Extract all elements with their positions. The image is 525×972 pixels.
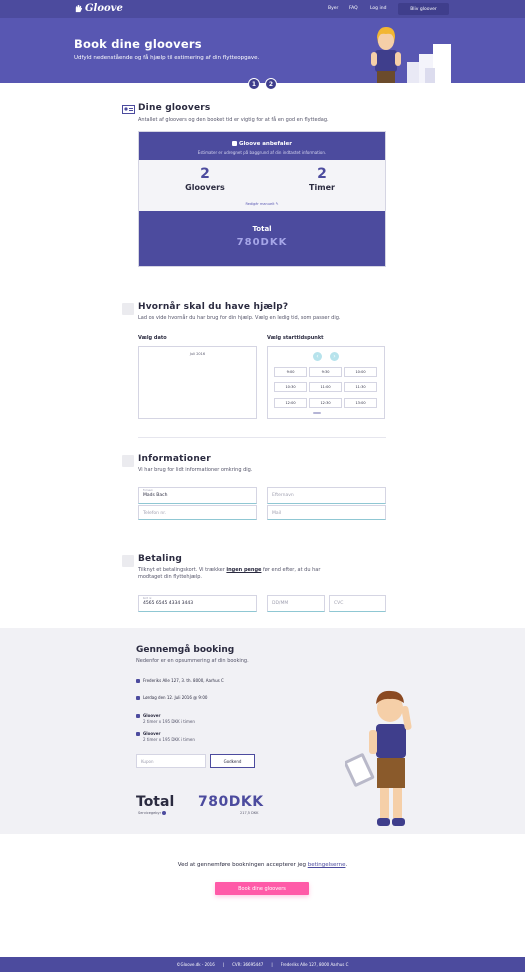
recommendation-title: Gloove anbefaler bbox=[139, 141, 385, 147]
mover-character-illustration bbox=[368, 23, 404, 83]
card-number-field[interactable]: Kort nr. 4565 6545 4334 3443 bbox=[138, 595, 257, 612]
glove-icon bbox=[232, 141, 237, 146]
mail-field[interactable]: Mail bbox=[267, 505, 386, 520]
expiry-field[interactable]: DD/MM bbox=[267, 595, 325, 612]
last-name-field[interactable]: Efternavn bbox=[267, 487, 386, 504]
gloovers-count: 2 bbox=[200, 166, 210, 182]
time-slot[interactable]: 9:00 bbox=[274, 367, 307, 377]
person-icon bbox=[122, 455, 134, 467]
footer-separator: | bbox=[271, 962, 273, 967]
payment-section-title: Betaling bbox=[138, 554, 182, 564]
book-gloovers-button[interactable]: Book dine gloovers bbox=[215, 882, 309, 895]
recommendation-subtitle: Estimater er udregnet på baggrund af din indtastet information. bbox=[197, 150, 327, 155]
footer-separator: | bbox=[222, 962, 225, 967]
gloovers-section-title: Dine gloovers bbox=[138, 103, 211, 113]
gloovers-section-subtitle: Antallet af gloovers og den booket tid er vigtig for at få en god en flyttedag. bbox=[138, 117, 329, 123]
gloovers-icon bbox=[122, 103, 135, 114]
page-title: Book dine gloovers bbox=[74, 37, 202, 51]
summary-total-label: Total bbox=[136, 794, 175, 810]
summary-vat: 217,5 DKK bbox=[240, 811, 259, 815]
terms-link[interactable]: betingelserne bbox=[307, 862, 346, 868]
time-slot[interactable]: 12:30 bbox=[309, 398, 342, 408]
time-slot[interactable]: 9:30 bbox=[309, 367, 342, 377]
time-slot[interactable]: 11:30 bbox=[344, 382, 377, 392]
review-title: Gennemgå booking bbox=[136, 645, 235, 655]
time-slot[interactable]: 13:00 bbox=[344, 398, 377, 408]
first-name-field[interactable]: Fornavn Mads Bach bbox=[138, 487, 257, 504]
glove-icon bbox=[74, 4, 83, 13]
footer-address: Frederiks Alle 127, 8000 Aarhus C bbox=[280, 962, 349, 967]
review-item-title: Gloover bbox=[143, 731, 161, 736]
chevron-left-icon[interactable]: ‹ bbox=[313, 352, 322, 361]
footer-copyright: ©Gloove.dk - 2016 bbox=[176, 962, 215, 967]
recommendation-total-value: 780DKK bbox=[236, 237, 288, 248]
review-address: Frederiks Alle 127, 3. th. 8000, Aarhus C bbox=[143, 678, 224, 683]
gloovers-count-label: Gloovers bbox=[185, 183, 225, 192]
when-section-subtitle: Lad os vide hvornår du har brug for din hjælp. Vælg en ledig tid, som passer dig. bbox=[138, 315, 341, 321]
mover-with-clipboard-illustration bbox=[345, 686, 435, 834]
service-fee-label: Servicegebyr bbox=[138, 811, 166, 815]
no-money-link: ingen penge bbox=[226, 567, 262, 573]
become-gloover-button[interactable]: Bliv gloover bbox=[398, 3, 449, 15]
time-slot[interactable]: 10:00 bbox=[344, 367, 377, 377]
glove-icon bbox=[136, 714, 140, 718]
time-slot[interactable]: 12:00 bbox=[274, 398, 307, 408]
summary-total-value: 780DKK bbox=[198, 794, 264, 810]
review-subtitle: Nedenfor er en opsummering af din booking. bbox=[136, 658, 249, 664]
step-indicator-1[interactable]: 1 bbox=[248, 78, 260, 90]
review-item-detail: 2 timer x 195 DKK i timen bbox=[143, 737, 195, 742]
terms-text: Ved at gennemføre bookningen accepterer jeg betingelserne. bbox=[177, 862, 348, 868]
recommendation-total-label: Total bbox=[252, 225, 272, 233]
date-calendar[interactable] bbox=[138, 346, 257, 419]
approve-coupon-button[interactable]: Godkend bbox=[210, 754, 255, 768]
phone-field[interactable]: Telefon nr. bbox=[138, 505, 257, 520]
nav-link-faq[interactable]: FAQ bbox=[349, 6, 358, 11]
when-section-title: Hvornår skal du have hjælp? bbox=[138, 302, 289, 312]
time-scroll-indicator[interactable] bbox=[313, 412, 321, 414]
footer-cvr: CVR: 36695447 bbox=[232, 962, 264, 967]
glove-icon bbox=[136, 732, 140, 736]
info-section-subtitle: Vi har brug for lidt informationer omkring dig. bbox=[138, 467, 253, 473]
step-indicator-2[interactable]: 2 bbox=[265, 78, 277, 90]
calendar-icon bbox=[122, 303, 134, 315]
pencil-icon: ✎ bbox=[275, 202, 279, 206]
calendar-icon bbox=[136, 696, 140, 700]
review-datetime: Lørdag den 12. Juli 2016 @ 9:00 bbox=[143, 695, 208, 700]
logo-text: Gloove bbox=[85, 3, 123, 14]
location-pin-icon bbox=[136, 679, 140, 683]
payment-section-subtitle: Tilknyt et betalingskort. Vi trækker ingen penge før end efter, at du har modtaget din flyttehjælp. bbox=[138, 567, 321, 580]
page-subtitle: Udfyld nedenstående og få hjælp til estimering af din flytteopgave. bbox=[74, 55, 260, 61]
calendar-month: Juli 2016 bbox=[189, 352, 206, 356]
review-item-detail: 2 timer x 195 DKK i timen bbox=[143, 719, 195, 724]
credit-card-icon bbox=[122, 555, 134, 567]
moving-boxes-illustration bbox=[395, 40, 455, 83]
time-slot[interactable]: 11:00 bbox=[309, 382, 342, 392]
date-label: Vælg dato bbox=[138, 335, 167, 341]
hours-count-label: Timer bbox=[309, 183, 335, 192]
time-slot[interactable]: 10:30 bbox=[274, 382, 307, 392]
coupon-input[interactable]: Kupon bbox=[136, 754, 206, 768]
time-label: Vælg starttidspunkt bbox=[267, 335, 324, 341]
divider bbox=[138, 437, 386, 438]
info-section-title: Informationer bbox=[138, 454, 211, 464]
logo[interactable] bbox=[74, 3, 123, 14]
cvc-field[interactable]: CVC bbox=[329, 595, 386, 612]
footer bbox=[0, 957, 525, 972]
info-icon[interactable] bbox=[162, 811, 166, 815]
chevron-right-icon[interactable]: › bbox=[330, 352, 339, 361]
review-item-title: Gloover bbox=[143, 713, 161, 718]
hours-count: 2 bbox=[317, 166, 327, 182]
nav-link-byer[interactable]: Byer bbox=[328, 6, 339, 11]
edit-manually-link[interactable]: Redigér manuelt ✎ bbox=[245, 202, 279, 206]
nav-link-login[interactable]: Log ind bbox=[370, 6, 387, 11]
